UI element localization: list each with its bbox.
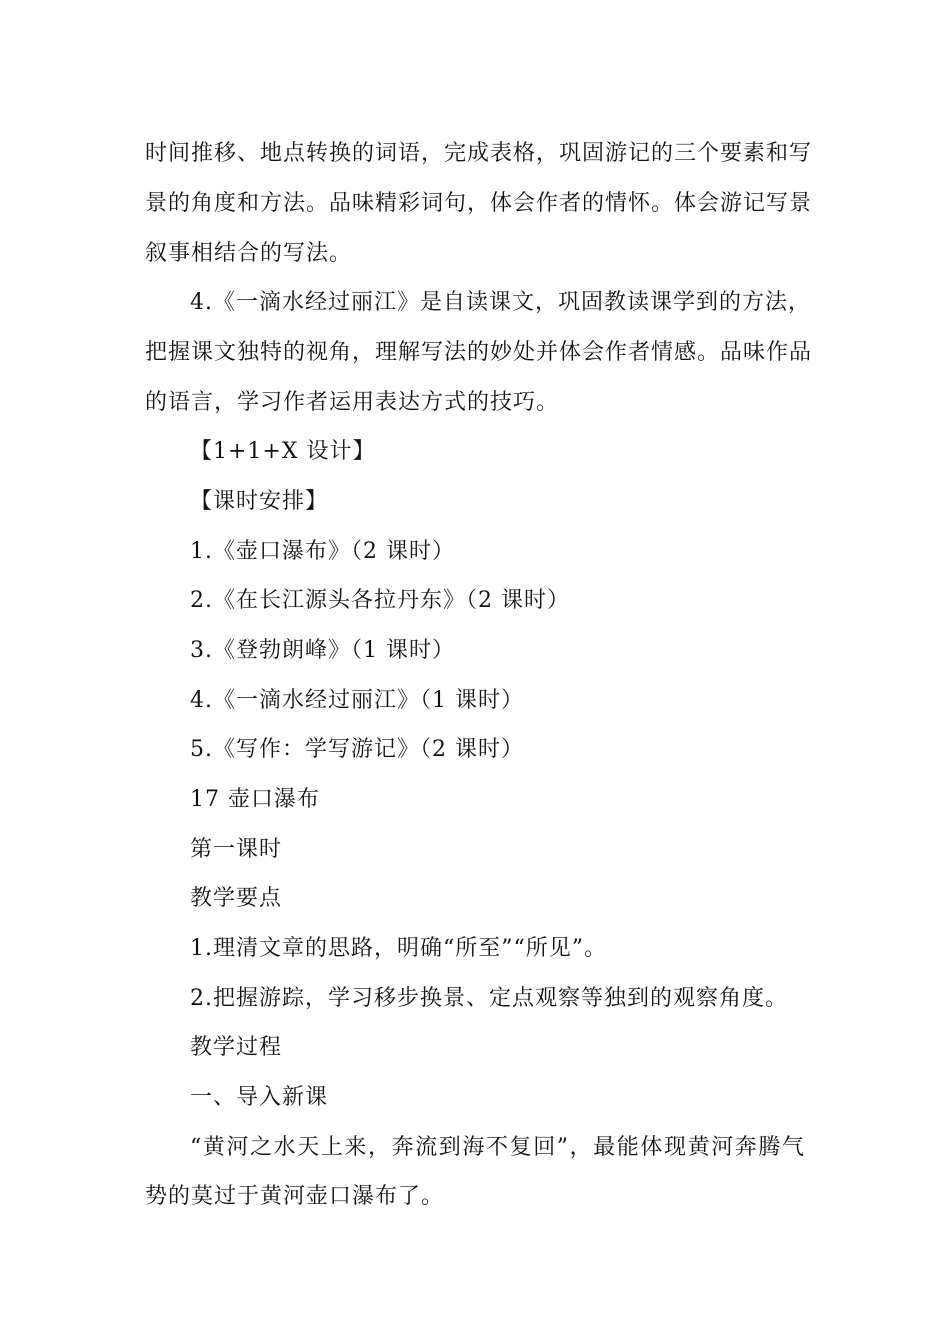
lesson-period: 第一课时 — [190, 837, 283, 862]
subheading: 教学过程 — [190, 1035, 283, 1060]
body-text-line: “黄河之水天上来，奔流到海不复回”，最能体现黄河奔腾气 — [190, 1135, 805, 1160]
section-heading: 【1+1+X 设计】 — [190, 439, 376, 464]
teaching-point: 1.理清文章的思路，明确“所至”“所见”。 — [190, 936, 607, 961]
schedule-item: 1.《壶口瀑布》（2 课时） — [190, 539, 455, 564]
section-heading: 【课时安排】 — [190, 489, 329, 514]
body-text-line: 的语言，学习作者运用表达方式的技巧。 — [145, 390, 560, 415]
schedule-item: 3.《登勃朗峰》（1 课时） — [190, 638, 455, 663]
schedule-item: 5.《写作：学写游记》（2 课时） — [190, 737, 524, 762]
body-text-line: 把握课文独特的视角，理解写法的妙处并体会作者情感。品味作品 — [145, 340, 813, 365]
body-text-line: 景的角度和方法。品味精彩词句，体会作者的情怀。体会游记写景 — [145, 191, 813, 216]
body-text-line: 4.《一滴水经过丽江》是自读课文，巩固教读课学到的方法， — [190, 290, 811, 315]
subheading: 一、导入新课 — [190, 1085, 329, 1110]
schedule-item: 2.《在长江源头各拉丹东》（2 课时） — [190, 588, 570, 613]
body-text-line: 势的莫过于黄河壶口瀑布了。 — [145, 1184, 445, 1209]
schedule-item: 4.《一滴水经过丽江》（1 课时） — [190, 688, 524, 713]
body-text-line: 时间推移、地点转换的词语，完成表格，巩固游记的三个要素和写 — [145, 141, 813, 166]
teaching-point: 2.把握游踪，学习移步换景、定点观察等独到的观察角度。 — [190, 986, 788, 1011]
subheading: 教学要点 — [190, 886, 283, 911]
body-text-line: 叙事相结合的写法。 — [145, 241, 353, 266]
lesson-title: 17 壶口瀑布 — [190, 787, 320, 812]
